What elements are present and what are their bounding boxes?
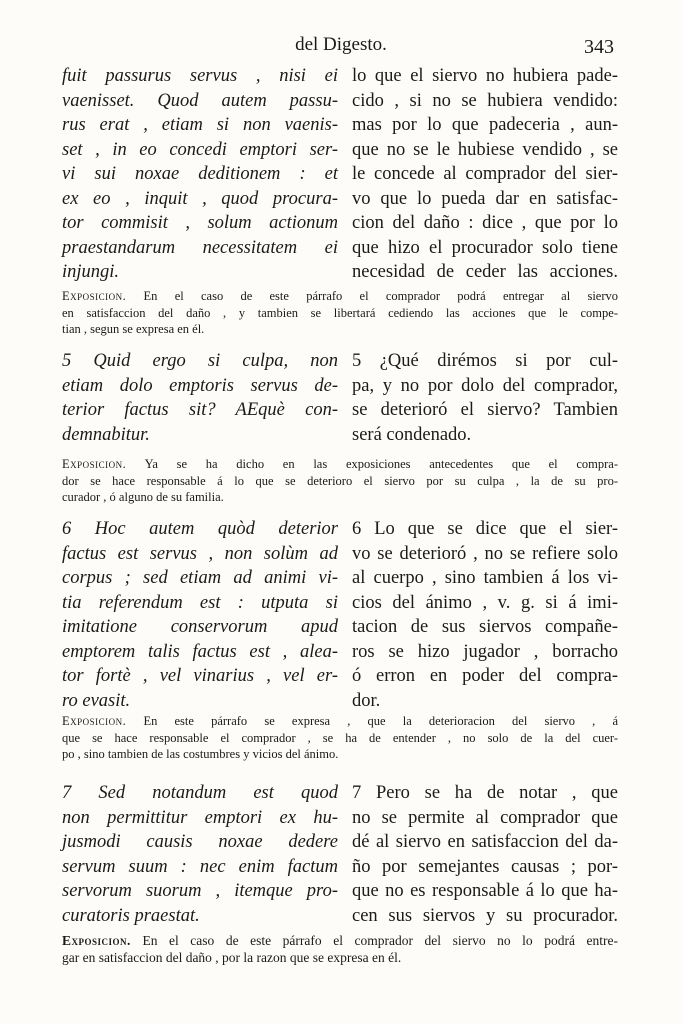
spanish-line: ó erron en poder del compra- <box>352 666 618 686</box>
exposicion-label: Exposicion. <box>62 457 127 471</box>
paragraph-block-5 <box>62 349 618 449</box>
latin-line: set , in eo concedi emptori ser- <box>62 139 338 160</box>
latin-line: servorum suorum , itemque pro- <box>62 881 338 901</box>
latin-line: terior factus sit? AEquè con- <box>62 400 338 420</box>
latin-line: vi sui noxae deditionem : et <box>62 164 338 184</box>
latin-line: demnabitur. <box>62 424 150 445</box>
exposicion-note <box>62 456 618 506</box>
spanish-line: cen sus siervos y su procurador. <box>352 905 618 926</box>
latin-line: injungi. <box>62 262 120 282</box>
latin-line: non permittitur emptori ex hu- <box>62 807 338 828</box>
spanish-line: no se permite al comprador que <box>352 807 618 828</box>
latin-line: 5 Quid ergo si culpa, non <box>62 351 338 371</box>
spanish-column <box>352 781 618 928</box>
spanish-line: le concede al comprador del sier- <box>352 164 618 184</box>
spanish-line: se deterioró el siervo? Tambien <box>352 400 618 420</box>
latin-line: tor fortè , vel vinarius , vel er- <box>62 666 338 686</box>
paragraph-block-7 <box>62 781 618 931</box>
latin-line: servum suum : nec enim factum <box>62 856 338 877</box>
spanish-line: tacion de sus siervos compañe- <box>352 617 618 637</box>
page-number: 343 <box>584 36 614 58</box>
latin-line: tia referendum est : utputa si <box>62 592 338 613</box>
exposicion-line: Exposicion. En el caso de este párrafo el comprador podrá entregar al siervo <box>62 289 618 303</box>
running-title: del Digesto. <box>295 34 387 55</box>
latin-line: rus erat , etiam si non vaenis- <box>62 115 338 135</box>
spanish-line: que no es responsable á lo que ha- <box>352 881 618 901</box>
latin-line: factus est servus , non solùm ad <box>62 543 338 564</box>
latin-line: praestandarum necessitatem ei <box>62 237 338 258</box>
exposicion-label: Exposicion. <box>62 289 127 303</box>
exposicion-line: tian , segun se expresa en él. <box>62 322 205 336</box>
spanish-column <box>352 64 618 285</box>
exposicion-label: Exposicion. <box>62 714 127 728</box>
latin-line: ex eo , inquit , quod procura- <box>62 188 338 209</box>
spanish-line: pa, y no por dolo del comprador, <box>352 375 618 396</box>
latin-line: emptorem talis factus est , alea- <box>62 641 338 662</box>
spanish-line: que hizo el procurador solo tiene <box>352 237 618 258</box>
exposicion-line: Exposicion. En el caso de este párrafo el comprador del siervo no lo podrá entre- <box>62 933 618 948</box>
exposicion-label: Exposicion. <box>62 933 131 948</box>
spanish-line: cios del ánimo , v. g. si á imi- <box>352 592 618 613</box>
latin-line: imitatione conservorum apud <box>62 617 338 637</box>
latin-line: corpus ; sed etiam ad animi vi- <box>62 568 338 588</box>
spanish-line: será condenado. <box>352 424 472 445</box>
exposicion-note <box>62 713 618 763</box>
latin-line: ro evasit. <box>62 690 131 711</box>
exposicion-line: en satisfaccion del daño , y tambien se libertará cediendo las acciones que le compe- <box>62 305 618 320</box>
latin-line: vaenisset. Quod autem passu- <box>62 90 338 111</box>
spanish-line: mas por lo que padeceria , aun- <box>352 115 618 135</box>
spanish-line: cido , si no se hubiera vendido: <box>352 90 618 111</box>
exposicion-line: dor se hace responsable á lo que se deterioro el siervo por su culpa , la de su pro- <box>62 473 618 488</box>
exposicion-note <box>62 932 618 966</box>
spanish-line: que no se le hubiese vendido , se <box>352 139 618 160</box>
spanish-line: necesidad de ceder las acciones. <box>352 262 618 282</box>
latin-column <box>62 781 338 928</box>
spanish-line: ño por semejantes causas ; por- <box>352 856 618 877</box>
latin-line: curatoris praestat. <box>62 905 200 926</box>
latin-line: jusmodi causis noxae dedere <box>62 832 338 852</box>
latin-line: tor commisit , solum actionum <box>62 213 338 233</box>
spanish-line: vo que lo pueda dar en satisfac- <box>352 188 618 209</box>
spanish-line: 6 Lo que se dice que el sier- <box>352 519 618 539</box>
latin-line: 6 Hoc autem quòd deterior <box>62 519 338 539</box>
exposicion-line: Exposicion. En este párrafo se expresa , que la deterioracion del siervo , á <box>62 714 618 728</box>
exposicion-line: Exposicion. Ya se ha dicho en las exposiciones antecedentes que el compra- <box>62 457 618 471</box>
spanish-line: lo que el siervo no hubiera pade- <box>352 66 618 86</box>
latin-line: fuit passurus servus , nisi ei <box>62 66 338 86</box>
exposicion-line: que se hace responsable el comprador , se ha de entender , no solo de la del cuer- <box>62 730 618 745</box>
latin-column <box>62 349 338 447</box>
spanish-line: dor. <box>352 690 381 711</box>
spanish-line: al cuerpo , sino tambien á los vi- <box>352 568 618 588</box>
spanish-line: 7 Pero se ha de notar , que <box>352 783 618 803</box>
paragraph-block-6 <box>62 517 618 715</box>
exposicion-line: gar en satisfaccion del daño , por la razon que se expresa en él. <box>62 950 402 965</box>
paragraph-block-continuation <box>62 64 618 286</box>
latin-line: 7 Sed notandum est quod <box>62 783 338 803</box>
latin-line: etiam dolo emptoris servus de- <box>62 375 338 396</box>
spanish-column <box>352 349 618 447</box>
spanish-line: ros se hizo jugador , borracho <box>352 641 618 662</box>
page-header <box>0 32 682 60</box>
spanish-line: vo se deterioró , no se refiere solo <box>352 543 618 564</box>
latin-column <box>62 64 338 285</box>
exposicion-line: curador , ó alguno de su familia. <box>62 490 224 504</box>
spanish-line: dé al siervo en satisfaccion del da- <box>352 832 618 852</box>
latin-column <box>62 517 338 713</box>
spanish-column <box>352 517 618 713</box>
exposicion-note <box>62 288 618 338</box>
spanish-line: 5 ¿Qué dirémos si por cul- <box>352 351 618 371</box>
exposicion-line: po , sino tambien de las costumbres y vicios del ánimo. <box>62 747 339 761</box>
spanish-line: cion del daño : dice , que por lo <box>352 213 618 233</box>
